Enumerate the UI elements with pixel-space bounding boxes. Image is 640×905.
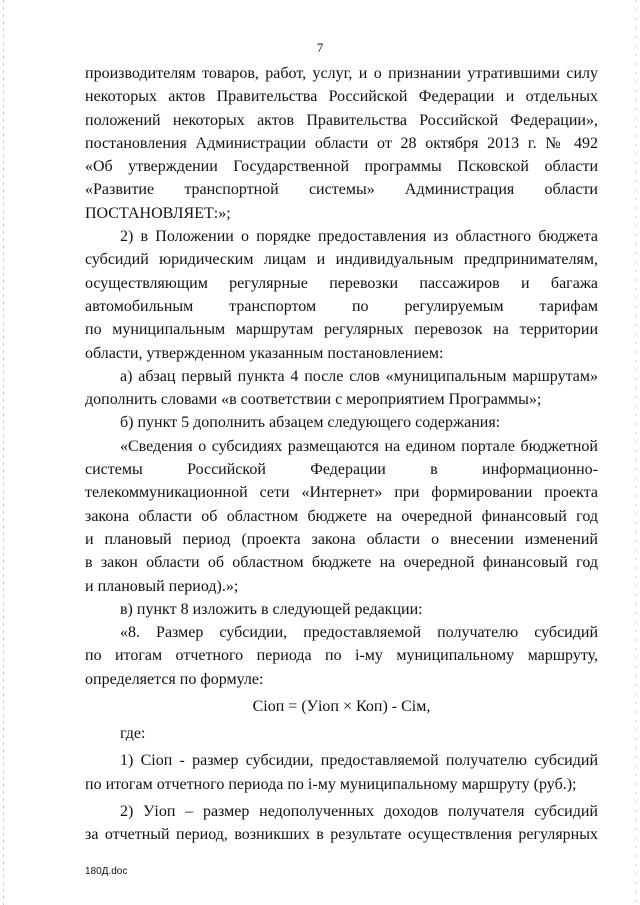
text-line: положений некоторых актов Правительства Российской Федерации», <box>85 111 598 129</box>
text-line: системы Российской Федерации в информационно- <box>85 461 598 479</box>
text-line: по муниципальным маршрутам регулярных перевозок на территории <box>85 321 598 339</box>
text-line: дополнить словами «в соответствии с мероприятием Программы»; <box>85 391 542 409</box>
text-line: за отчетный период, возникших в результате осуществления регулярных <box>85 826 598 844</box>
text-line: и плановый период (проекта закона области о внесении изменений <box>85 530 598 548</box>
text-line: «8. Размер субсидии, предоставляемой получателю субсидий <box>120 624 598 642</box>
text-line: 1) Сіоп - размер субсидии, предоставляемой получателю субсидий <box>120 752 598 770</box>
page-number: 7 <box>316 40 324 55</box>
text-line: «Об утверждении Государственной программы Псковской области <box>85 158 598 176</box>
text-line: 2) в Положении о порядке предоставления из областного бюджета <box>120 228 598 246</box>
text-line: телекоммуникационной сети «Интернет» при формировании проекта <box>85 484 598 502</box>
formula: Сіоп = (Уіоп × Коп) - Сім, <box>252 698 431 716</box>
scan-edge-right <box>636 0 637 905</box>
text-line: ПОСТАНОВЛЯЕТ:»; <box>85 204 231 222</box>
text-line: автомобильным транспортом по регулируемым тарифам <box>85 297 598 315</box>
text-line: постановления Администрации области от 28 октября 2013 г. № 492 <box>85 134 598 152</box>
text-line: «Развитие транспортной системы» Администрация области <box>85 181 598 199</box>
footer-filename: 180Д.doc <box>85 866 128 877</box>
text-line: области, утвержденном указанным постановлением: <box>85 344 444 362</box>
text-line: в закон области об областном бюджете на очередной финансовый год <box>85 554 598 572</box>
text-line: «Сведения о субсидиях размещаются на едином портале бюджетной <box>120 437 598 455</box>
text-line: некоторых актов Правительства Российской Федерации и отдельных <box>85 88 598 106</box>
text-line: по итогам отчетного периода по і-му муниципальному маршруту, <box>85 647 598 665</box>
text-line: закона области об областном бюджете на очередной финансовый год <box>85 507 598 525</box>
text-line: по итогам отчетного периода по і-му муниципальному маршруту (руб.); <box>85 775 577 793</box>
text-line: осуществляющим регулярные перевозки пассажиров и багажа <box>85 274 598 292</box>
text-line: субсидий юридическим лицам и индивидуальным предпринимателям, <box>85 251 598 269</box>
text-line: определяется по формуле: <box>85 670 264 688</box>
text-line: 2) Уіоп – размер недополученных доходов получателя субсидий <box>120 802 598 820</box>
text-line: производителям товаров, работ, услуг, и о признании утратившими силу <box>85 65 598 82</box>
text-line: а) абзац первый пункта 4 после слов «муниципальным маршрутам» <box>120 367 598 385</box>
document-body <box>85 62 598 847</box>
text-line: где: <box>120 725 146 743</box>
text-line: б) пункт 5 дополнить абзацем следующего содержания: <box>120 414 501 432</box>
text-line: и плановый период).»; <box>85 577 239 595</box>
scan-edge-left <box>3 0 4 905</box>
text-line: в) пункт 8 изложить в следующей редакции: <box>120 600 423 618</box>
